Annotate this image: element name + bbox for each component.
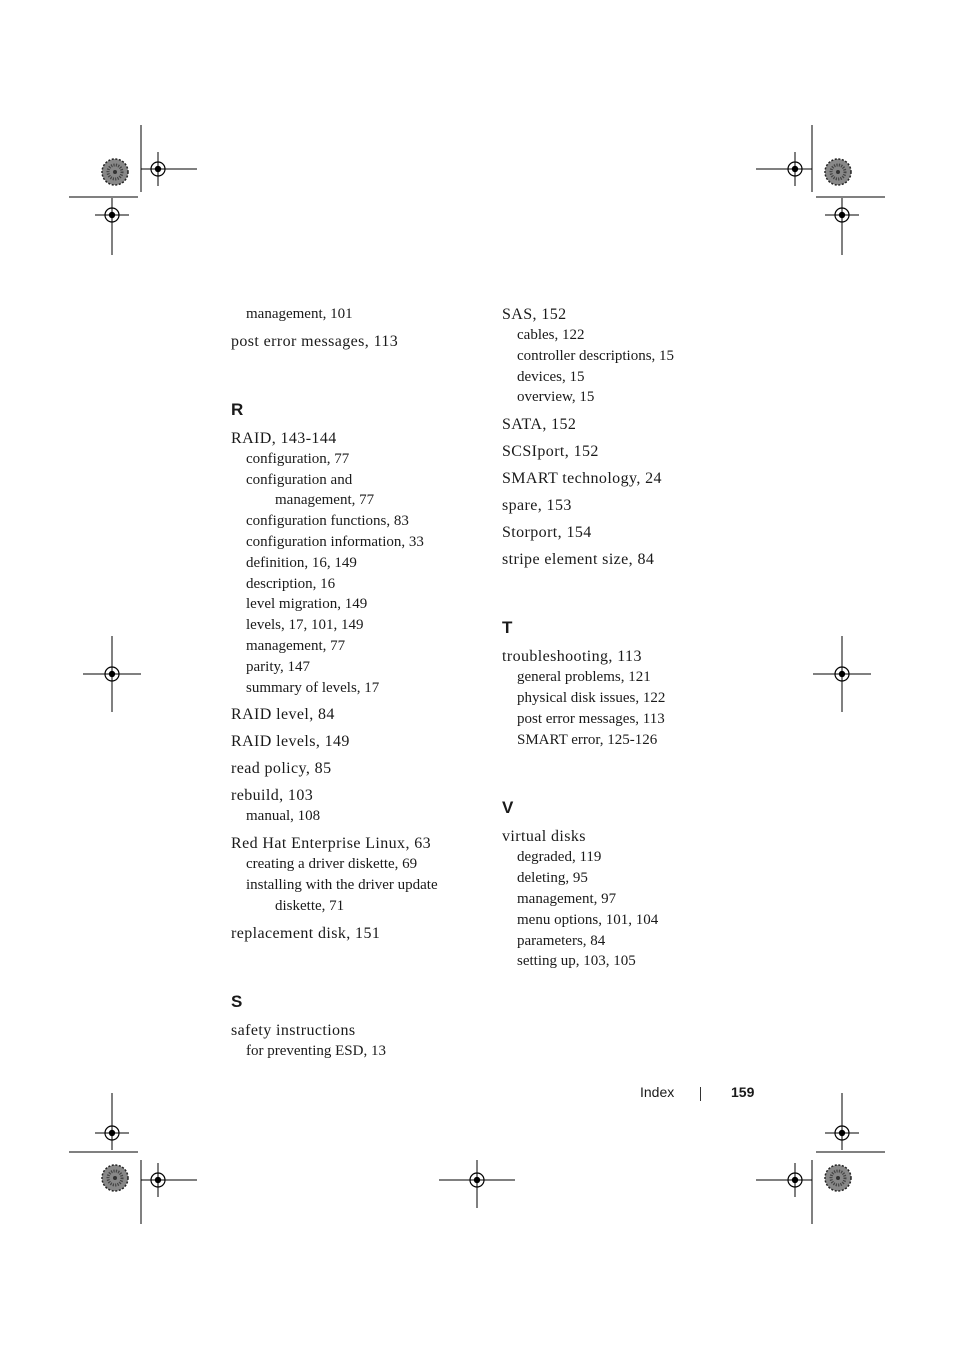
index-subentry bbox=[231, 875, 481, 917]
index-subentry bbox=[231, 470, 481, 512]
color-target-icon bbox=[102, 159, 128, 185]
index-entry: virtual disks bbox=[502, 828, 586, 846]
color-target-icon bbox=[825, 159, 851, 185]
page-number: 159 bbox=[731, 1084, 755, 1100]
index-subentry-text: configuration and bbox=[246, 471, 353, 488]
index-entry: RAID level, 84 bbox=[231, 706, 335, 724]
index-subentry: deleting, 95 bbox=[517, 870, 588, 887]
index-subentry: creating a driver diskette, 69 bbox=[246, 856, 418, 873]
index-entry: SCSIport, 152 bbox=[502, 443, 599, 461]
index-subentry: post error messages, 113 bbox=[517, 710, 665, 727]
index-entry: Red Hat Enterprise Linux, 63 bbox=[231, 835, 432, 853]
index-column-left bbox=[231, 304, 481, 1061]
index-entry: RAID, 143-144 bbox=[231, 429, 337, 447]
index-subentry: definition, 16, 149 bbox=[246, 554, 357, 571]
index-subentry: management, 77 bbox=[246, 637, 346, 654]
footer-divider bbox=[700, 1087, 701, 1101]
page-footer bbox=[0, 1084, 954, 1104]
section-letter-r: R bbox=[231, 399, 244, 419]
index-subentry-continuation: diskette, 71 bbox=[275, 897, 345, 914]
index-subentry: degraded, 119 bbox=[517, 849, 602, 866]
index-entry: SAS, 152 bbox=[502, 306, 567, 323]
index-subentry: physical disk issues, 122 bbox=[517, 689, 666, 706]
color-target-icon bbox=[102, 1165, 128, 1191]
index-subentry: parity, 147 bbox=[246, 658, 311, 675]
index-entry: read policy, 85 bbox=[231, 760, 332, 778]
index-subentry: setting up, 103, 105 bbox=[517, 953, 636, 970]
index-subentry: SMART error, 125-126 bbox=[517, 731, 658, 748]
index-subentry: configuration information, 33 bbox=[246, 533, 424, 550]
index-subentry: summary of levels, 17 bbox=[246, 679, 380, 696]
index-entry: replacement disk, 151 bbox=[231, 924, 381, 942]
index-entry: RAID levels, 149 bbox=[231, 733, 350, 751]
color-target-icon bbox=[825, 1165, 851, 1191]
index-entry: spare, 153 bbox=[502, 497, 572, 515]
index-subentry: configuration functions, 83 bbox=[246, 513, 409, 530]
index-entry: Storport, 154 bbox=[502, 524, 592, 542]
index-subentry: levels, 17, 101, 149 bbox=[246, 617, 364, 634]
index-subentry: management, 97 bbox=[517, 890, 617, 907]
index-subentry-text: installing with the driver update bbox=[246, 876, 438, 893]
footer-label: Index bbox=[640, 1084, 675, 1100]
index-subentry: description, 16 bbox=[246, 575, 336, 592]
index-entry: post error messages, 113 bbox=[231, 332, 399, 350]
index-column-right bbox=[502, 304, 752, 972]
section-letter-t: T bbox=[502, 618, 513, 638]
index-entry: rebuild, 103 bbox=[231, 787, 314, 805]
index-entry: troubleshooting, 113 bbox=[502, 648, 642, 666]
index-subentry: overview, 15 bbox=[517, 389, 595, 406]
index-subentry: management, 101 bbox=[246, 306, 353, 322]
index-subentry: general problems, 121 bbox=[517, 669, 651, 686]
index-entry: stripe element size, 84 bbox=[502, 551, 655, 569]
index-subentry: level migration, 149 bbox=[246, 596, 368, 613]
index-subentry: parameters, 84 bbox=[517, 932, 606, 949]
index-subentry: cables, 122 bbox=[517, 327, 585, 343]
index-subentry: manual, 108 bbox=[246, 808, 321, 825]
index-entry: safety instructions bbox=[231, 1021, 356, 1039]
index-subentry: devices, 15 bbox=[517, 368, 585, 385]
index-subentry-continuation: management, 77 bbox=[275, 492, 375, 509]
index-subentry: menu options, 101, 104 bbox=[517, 911, 659, 928]
section-letter-s: S bbox=[231, 991, 243, 1011]
section-letter-v: V bbox=[502, 798, 514, 818]
index-entry: SATA, 152 bbox=[502, 416, 577, 434]
index-subentry: for preventing ESD, 13 bbox=[246, 1042, 386, 1059]
index-subentry: configuration, 77 bbox=[246, 450, 350, 467]
index-entry: SMART technology, 24 bbox=[502, 470, 662, 488]
index-subentry: controller descriptions, 15 bbox=[517, 347, 675, 364]
